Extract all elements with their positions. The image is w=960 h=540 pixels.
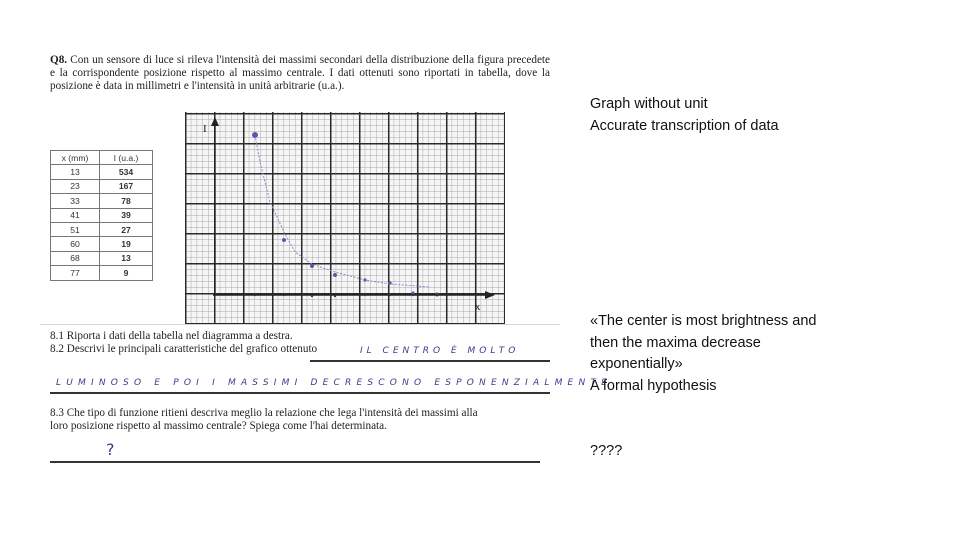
- cell-x: 23: [51, 179, 100, 193]
- annotation-hypothesis: «The center is most brightness and then the maxima decrease exponentially» A formal hypothesis: [590, 313, 817, 394]
- question-intro: [50, 54, 550, 93]
- answer-line: [50, 461, 540, 463]
- handwritten-answer-8-2-line1: IL CENTRO È MOLTO: [360, 346, 520, 356]
- table-header-row: [51, 151, 153, 165]
- data-point: [363, 278, 366, 281]
- annotation-graph-notes: Graph without unit Accurate transcription of data: [590, 96, 779, 134]
- data-table: [50, 150, 153, 281]
- cell-i: 78: [100, 194, 153, 208]
- answer-line: [310, 360, 550, 362]
- table-row: [51, 165, 153, 179]
- annotation-unknown: ????: [590, 443, 623, 459]
- data-point: [310, 264, 314, 268]
- cell-i: 19: [100, 237, 153, 251]
- cell-i: 9: [100, 266, 153, 280]
- handwritten-answer-8-2-line2: LUMINOSO E POI I MASSIMI DECRESCONO ESPONENZIALMENTE: [56, 378, 612, 388]
- cell-i: 534: [100, 165, 153, 179]
- x-axis-arrow-icon: [485, 291, 495, 299]
- data-point: [252, 132, 258, 138]
- cell-x: 77: [51, 266, 100, 280]
- cell-i: 27: [100, 222, 153, 236]
- subquestion-8-3: 8.3 Che tipo di funzione ritieni descriva meglio la relazione che lega l'intensità dei massimi alla loro posizione rispetto al massimo centrale? Spiega come l'hai determinata.: [50, 407, 478, 432]
- divider: [40, 324, 560, 325]
- data-point: [333, 273, 337, 277]
- table-row: [51, 222, 153, 236]
- data-points: [252, 132, 439, 296]
- cell-x: 60: [51, 237, 100, 251]
- subquestion-8-2: 8.2 Descrivi le principali caratteristiche del grafico ottenuto: [50, 343, 318, 355]
- cell-x: 51: [51, 222, 100, 236]
- table-row: [51, 266, 153, 280]
- cell-x: 41: [51, 208, 100, 222]
- y-axis-arrow-icon: [211, 117, 219, 126]
- answer-line: [50, 392, 550, 394]
- cell-x: 13: [51, 165, 100, 179]
- x-axis-label: x: [475, 301, 481, 313]
- column-header-i: I (u.a.): [100, 151, 153, 165]
- hand-drawn-plot: [185, 112, 505, 325]
- table-row: [51, 208, 153, 222]
- handwritten-answer-8-3: ?: [106, 440, 119, 459]
- question-text: Con un sensore di luce si rileva l'intensità dei massimi secondari della distribuzione della figura precedete e la corrispondente posizione rispetto al massimo centrale. I dati ottenuti sono riportati in tabella, dove la posizione è data in millimetri e l'intensità in unità arbitrarie (u.a.).: [50, 54, 550, 92]
- graph-paper-plot: [185, 112, 505, 325]
- table-row: [51, 251, 153, 265]
- cell-i: 13: [100, 251, 153, 265]
- y-axis-label: I: [203, 123, 207, 135]
- data-point: [388, 281, 391, 284]
- cell-x: 68: [51, 251, 100, 265]
- table-row: [51, 194, 153, 208]
- question-number: Q8.: [50, 54, 68, 66]
- cell-i: 39: [100, 208, 153, 222]
- data-point: [282, 238, 286, 242]
- cell-x: 33: [51, 194, 100, 208]
- cell-i: 167: [100, 179, 153, 193]
- scanned-worksheet: [40, 40, 612, 480]
- subquestion-8-1: 8.1 Riporta i dati della tabella nel diagramma a destra.: [50, 330, 293, 342]
- table-row: [51, 237, 153, 251]
- trend-curve: [255, 135, 430, 287]
- column-header-x: x (mm): [51, 151, 100, 165]
- table-row: [51, 179, 153, 193]
